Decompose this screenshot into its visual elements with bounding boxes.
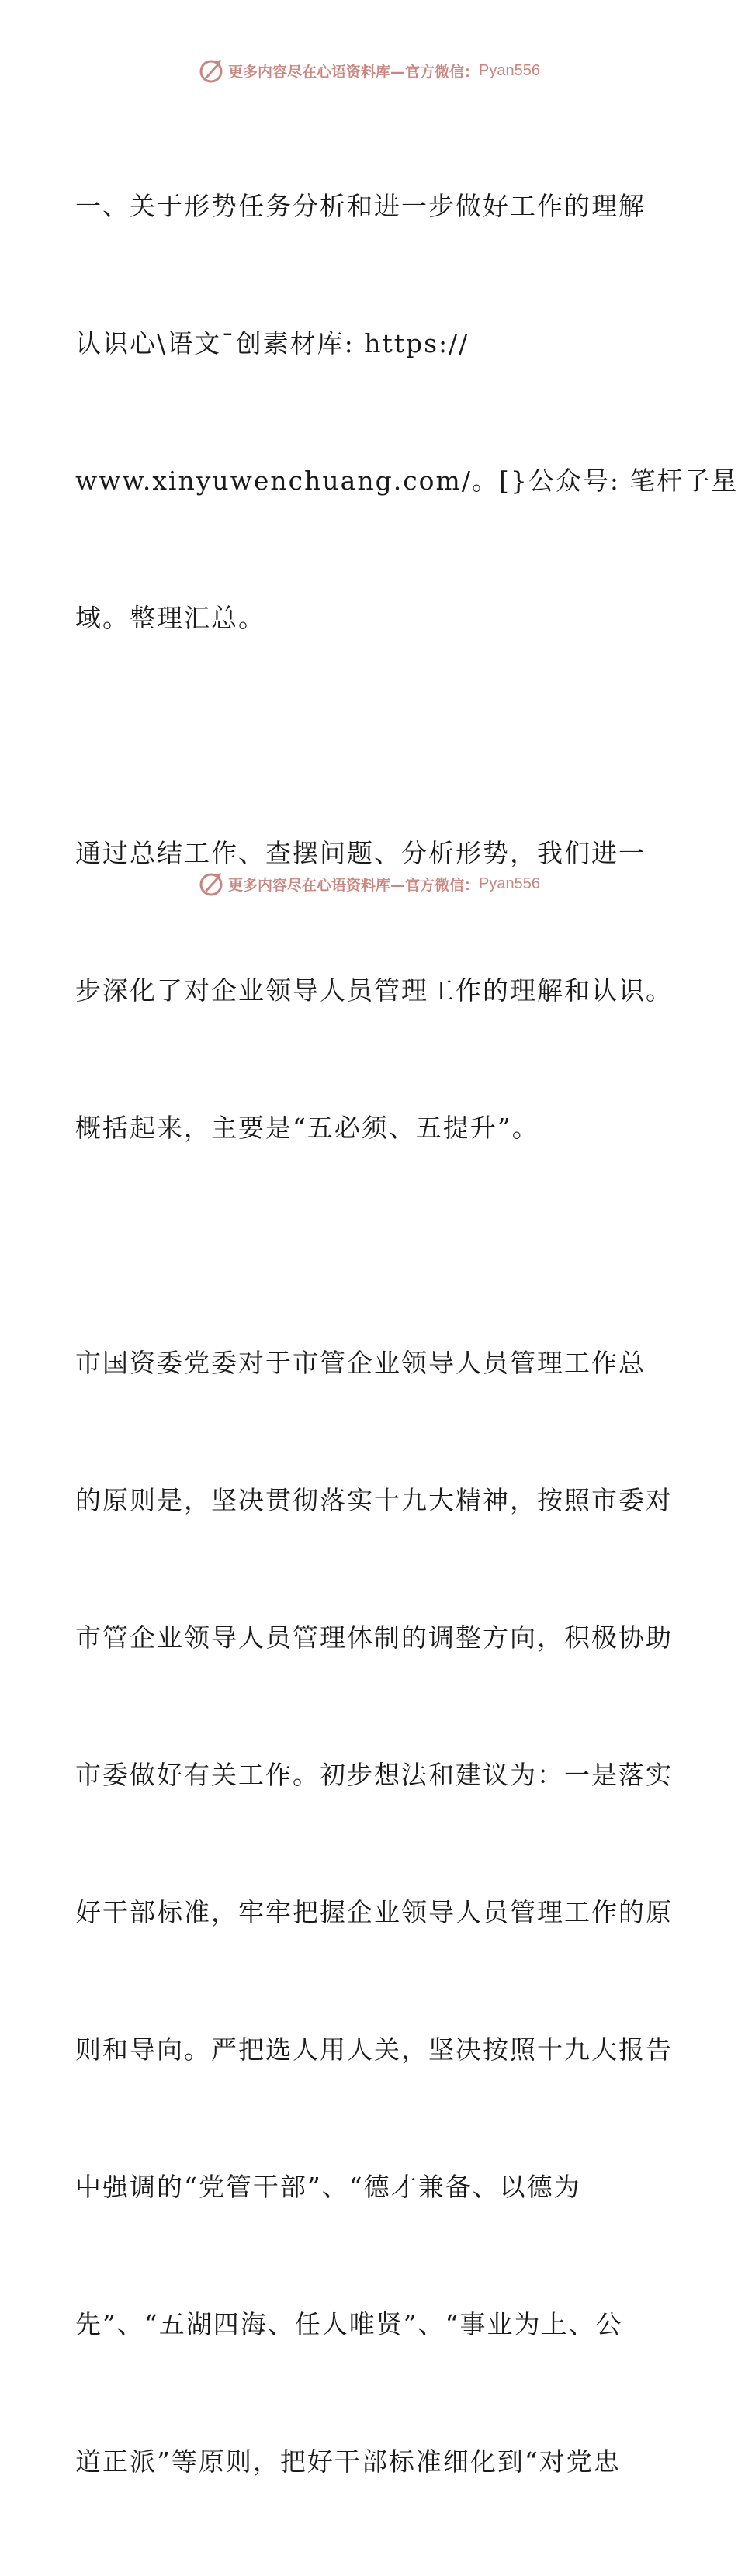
text-line: 市国资委党委对于市管企业领导人员管理工作总	[75, 1348, 646, 1378]
text-line: 一、关于形势任务分析和进一步做好工作的理解	[75, 191, 646, 221]
text-line: 市委做好有关工作。初步想法和建议为：一是落实	[75, 1760, 673, 1790]
text-line: 认识心\语文¯创素材库: https://	[75, 328, 469, 358]
text-line: 域。整理汇总。	[75, 603, 265, 633]
text-line: 中强调的“党管干部”、“德才兼备、以德为	[75, 2172, 581, 2202]
watermark-text: 更多内容尽在心语资料库—官方微信：	[228, 876, 480, 894]
text-line: 好干部标准，牢牢把握企业领导人员管理工作的原	[75, 1897, 673, 1927]
document-body	[75, 92, 738, 2576]
text-line: 的原则是，坚决贯彻落实十九大精神，按照市委对	[75, 1485, 673, 1515]
text-line: 道正派”等原则，把好干部标准细化到“对党忠	[75, 2446, 621, 2477]
watermark-handle: Pyan556	[479, 874, 540, 892]
paragraph-1	[75, 92, 738, 732]
text-line: www.xinyuwenchuang.com/。[}公众号: 笔杆子星	[75, 466, 738, 496]
paragraph-3	[75, 1248, 673, 2576]
watermark-handle: Pyan556	[479, 61, 540, 79]
text-line: 概括起来，主要是“五必须、五提升”。	[75, 1113, 539, 1143]
paragraph-2	[75, 739, 673, 1242]
watermark-text: 更多内容尽在心语资料库—官方微信：	[228, 63, 480, 81]
text-line: 市管企业领导人员管理体制的调整方向，积极协助	[75, 1622, 673, 1653]
quill-seal-logo-icon	[197, 870, 225, 898]
text-line: 先”、“五湖四海、任人唯贤”、“事业为上、公	[75, 2309, 623, 2339]
text-line: 通过总结工作、查摆问题、分析形势，我们进一	[75, 838, 646, 868]
quill-seal-logo-icon	[197, 57, 225, 85]
header-watermark	[0, 55, 737, 86]
text-line: 则和导向。严把选人用人关，坚决按照十九大报告	[75, 2034, 673, 2065]
text-line: 步深化了对企业领导人员管理工作的理解和认识。	[75, 975, 673, 1006]
footer-watermark	[0, 868, 737, 899]
